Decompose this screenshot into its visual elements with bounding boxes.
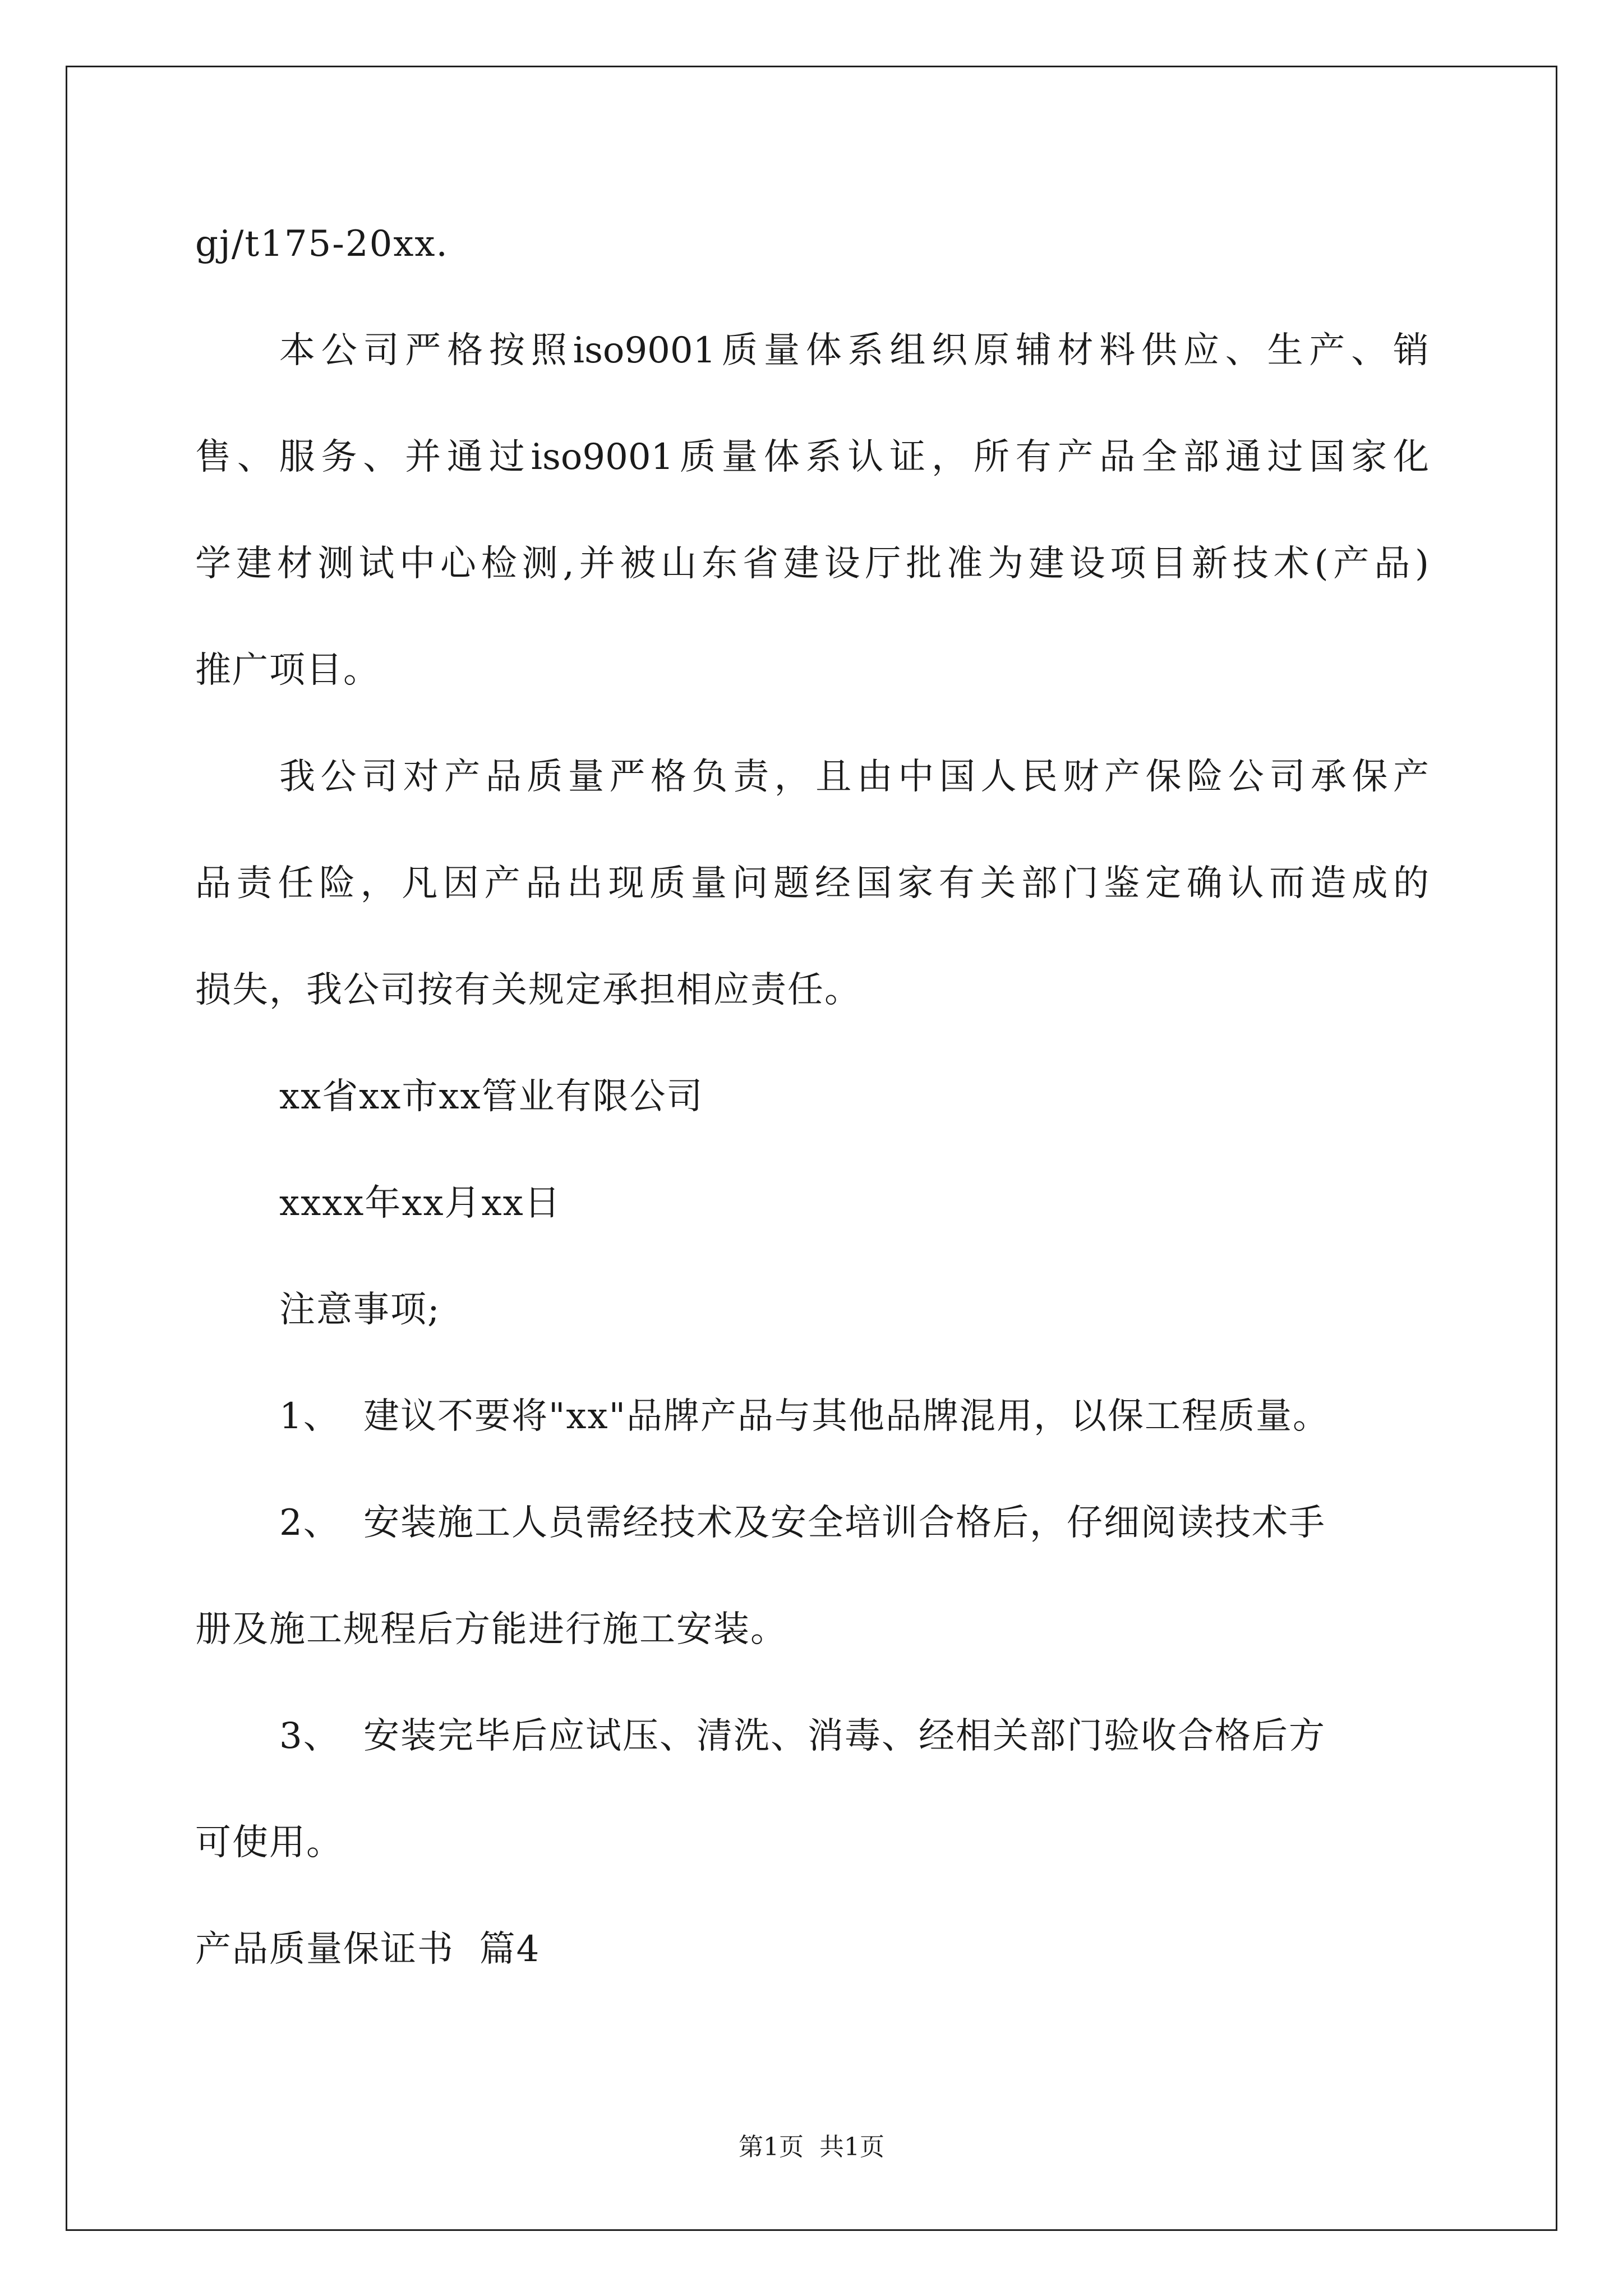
page-current: 第1页 [739,2133,804,2161]
notice-item-text: 安装完毕后应试压、清洗、消毒、经相关部门验收合格后方 [363,1715,1326,1757]
notice-item-text: 建议不要将"xx"品牌产品与其他品牌混用，以保工程质量。 [363,1396,1330,1437]
text-line: 可使用。 [195,1822,343,1864]
page-border [66,66,1557,2231]
signature-date: xxxx年xx月xx日 [279,1182,561,1224]
text-line: 损失，我公司按有关规定承担相应责任。 [195,969,861,1011]
notice-item-3 [279,1714,1326,1759]
notice-item-2 [279,1501,1326,1545]
list-number: 1、 [279,1396,340,1437]
signature-company: xx省xx市xx管业有限公司 [279,1076,704,1117]
text-line: 售、服务、并通过iso9001质量体系认证，所有产品全部通过国家化 [195,436,1429,478]
section-heading: 产品质量保证书 篇4 [195,1929,541,1970]
text-line: 品责任险，凡因产品出现质量问题经国家有关部门鉴定确认而造成的 [195,863,1429,904]
text-line: 册及施工规程后方能进行施工安装。 [195,1609,787,1650]
page-total: 共1页 [819,2133,884,2161]
notice-item-1 [279,1394,1330,1439]
text-line: 本公司严格按照iso9001质量体系组织原辅材料供应、生产、销 [279,330,1429,371]
text-line: 推广项目。 [195,650,380,691]
page-footer [0,2132,1623,2163]
text-line: gj/t175-20xx. [195,223,449,265]
notice-heading: 注意事项; [279,1289,441,1331]
notice-item-text: 安装施工人员需经技术及安全培训合格后，仔细阅读技术手 [363,1502,1326,1544]
list-number: 2、 [279,1502,340,1544]
text-line: 我公司对产品质量严格负责，且由中国人民财产保险公司承保产 [279,756,1429,798]
list-number: 3、 [279,1715,340,1757]
text-line: 学建材测试中心检测,并被山东省建设厅批准为建设项目新技术(产品) [195,543,1429,585]
